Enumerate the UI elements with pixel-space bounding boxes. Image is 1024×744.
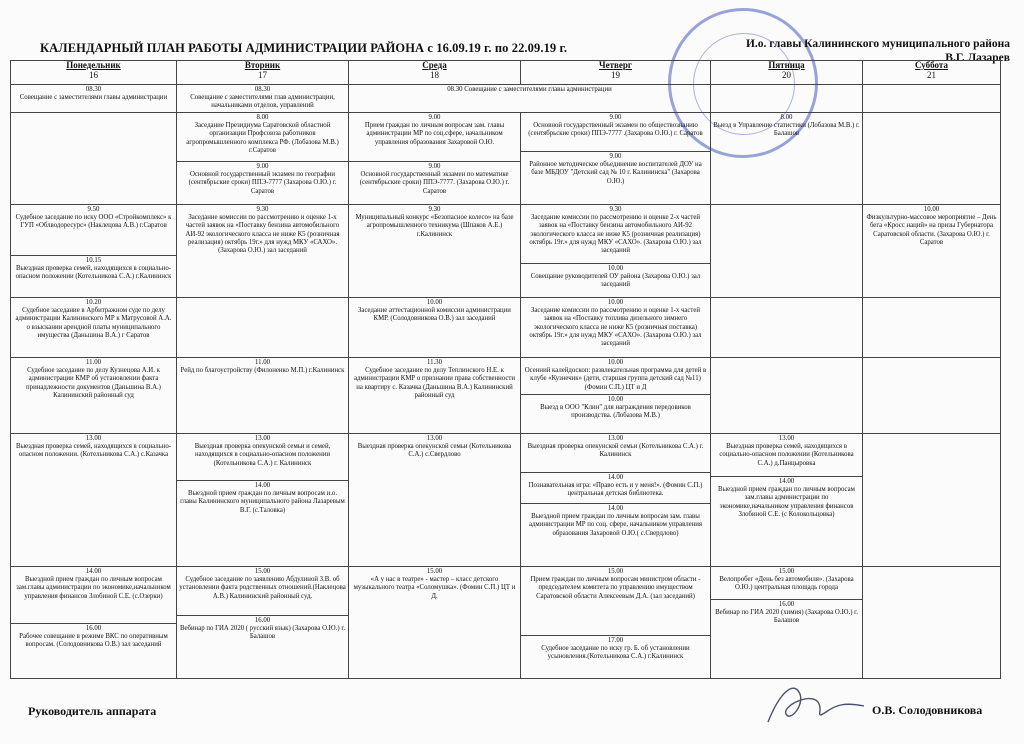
- event-cell: [711, 298, 863, 358]
- schedule-row: [11, 298, 1001, 358]
- schedule-row: [11, 567, 1001, 679]
- schedule-row: [11, 85, 1001, 113]
- event-cell: 11.30 Судебное заседание по делу Теплинского Н.Е. к администрации КМР о признании права собственности на квартиру с. Казачка (Даньшина В.А.) Калининский районный суд: [349, 358, 521, 434]
- schedule-row: [11, 434, 1001, 567]
- event-cell: 13.00 Выездная проверка опекунской семьи (Котельникова С.А.) с.Свердлово: [349, 434, 521, 567]
- day-header-wednesday: Среда 18: [349, 61, 521, 85]
- approval-position: И.о. главы Калининского муниципального района: [745, 38, 1010, 50]
- schedule-row: [11, 358, 1001, 434]
- event-cell: 11.00 Рейд по благоустройству (Филоненко М.П.) г.Калининск: [177, 358, 349, 434]
- signature: [760, 672, 870, 732]
- event-cell: 9.30 Заседание комиссии по рассмотрению и оценке 2-х частей заявок на «Поставку бензина автомобильного АИ-92 экологического класса не ниже К5 (розничная реализация) октябрь 19г.» для нужд МКУ «САХО». (Захарова О.Ю.) зал заседаний 10.00 Совещание руководителей ОУ района (Захарова О.Ю.) зал заседаний: [521, 205, 711, 298]
- event-cell: 15.00 Судебное заседание по заявлению Абдулиной З.В. об установлении факта родственных отношений.(Наклецова А.В.) Калининский районный суд. 16.00 Вебинар по ГИА 2020 ( русский язык) (Захарова О.Ю.) г. Балашов: [177, 567, 349, 679]
- event-cell: [863, 85, 1001, 113]
- day-header-saturday: Суббота 21: [863, 61, 1001, 85]
- event-cell: 10.00 Заседание аттестационной комиссии администрации КМР. (Солодовникова О.В.) зал заседаний: [349, 298, 521, 358]
- event-cell: 8.00 Заседание Президиума Саратовской областной организации Профсоюза работников агропромышленного комплекса РФ. (Лобазова М.В.) г.Саратов 9.00 Основной государственный экзамен по географии (сентябрьские сроки) ППЭ-7777 (Захарова О.Ю.) г. Саратов: [177, 113, 349, 205]
- event-cell: 08.30 Совещание с заместителями главы администрации: [349, 85, 711, 113]
- event-cell: 13.00 Выездная проверка семей, находящихся в социально-опасном положении (Котельникова С.А.) д.Панцыровка 14.00 Выездной прием граждан по личным вопросам зам.главы администрации по экономике,начальником управления финансов Злобиной С.Е. (с Колокольцовка): [711, 434, 863, 567]
- approval-name: В.Г. Лазарев: [945, 52, 1010, 64]
- event-cell: 08.30 Совещание с заместителями главы администрации: [11, 85, 177, 113]
- event-cell: [863, 434, 1001, 567]
- event-cell: 15.00 Прием граждан по личным вопросам министром области - председателем комитета по управлению имуществом Саратовской области Алексеевым Д.А. (зал заседаний) 17.00 Судебное заседание по иску гр. Б. об установлении усыновления.(Котельникова С.А.) г.Калининск: [521, 567, 711, 679]
- event-cell: [177, 298, 349, 358]
- event-cell: 10.00 Заседание комиссии по рассмотрению и оценке 1-х частей заявок на «Поставку топлива дизельного зимнего экологического класса не ниже К5 (розничная поставка) октябрь 19г.» для нужд МКУ «САХО». (Захарова О.Ю.) зал заседаний: [521, 298, 711, 358]
- day-header-row: [11, 61, 1001, 85]
- event-cell: 15.00 Велопробег «День без автомобиля». (Захарова О.Ю.) центральная площадь города 16.00 Вебинар по ГИА 2020 (химия) (Захарова О.Ю.) г. Балашов: [711, 567, 863, 679]
- event-cell: [711, 358, 863, 434]
- event-cell: 9.00 Основной государственный экзамен по обществознанию (сентябрьские сроки) ППЭ-7777 .(Захарова О.Ю.) г. Саратов 9.00 Районное методическое объединение воспитателей ДОУ на базе МБДОУ "Детский сад № 10 г. Калининска" (Захарова О.Ю.): [521, 113, 711, 205]
- event-cell: 08.30 Совещание с заместителями глав администрации, начальниками отделов, управлений: [177, 85, 349, 113]
- day-header-thursday: Четверг 19: [521, 61, 711, 85]
- event-cell: 11.00 Судебное заседание по делу Кузнецова А.И. к администрации КМР об установлении факта принадлежности документов (Даньшина В.А.) Калининский районный суд: [11, 358, 177, 434]
- schedule-row: [11, 205, 1001, 298]
- event-cell: [863, 567, 1001, 679]
- event-cell: [11, 113, 177, 205]
- day-header-friday: Пятница 20: [711, 61, 863, 85]
- event-cell: 15.00 «А у нас в театре» - мастер – класс детского музыкального театра «Соломушка». (Фомин С.П.) ЦТ и Д.: [349, 567, 521, 679]
- event-cell: [863, 113, 1001, 205]
- schedule-table: [10, 60, 1001, 679]
- event-cell: 13.00 Выездная проверка опекунской семьи и семей, находящихся в социально-опасном положении (Котельникова С.А.) г. Калининск 14.00 Выездной прием граждан по личным вопросам и.о. главы Калининского муниципального района Лазаревым В.Г. (с.Таловка): [177, 434, 349, 567]
- event-cell: 13.00 Выездная проверка опекунской семьи (Котельникова С.А.) г. Калининск 14.00 Познавательная игра: «Право есть и у меня!». (Фомин С.П.) центральная детская библиотека. 14.00 Выездной прием граждан по личным вопросам зам. главы администрации МР по соц. сфере, начальником управления образования Захаровой О.Ю.( с.Свердлово): [521, 434, 711, 567]
- event-cell: 9.30 Муниципальный конкурс «Безопасное колесо» на базе агропромышленного техникума (Шпаков А.Е.) г.Калининск: [349, 205, 521, 298]
- event-cell: 14.00 Выездной прием граждан по личным вопросам зам.главы администрации по экономике,начальником управления финансов Злобиной С.Е. (с.Озерки) 16.00 Рабочее совещание в режиме ВКС по оперативным вопросам. (Солодовникова О.В.) зал заседаний: [11, 567, 177, 679]
- day-header-tuesday: Вторник 17: [177, 61, 349, 85]
- page-title: КАЛЕНДАРНЫЙ ПЛАН РАБОТЫ АДМИНИСТРАЦИИ РАЙОНА с 16.09.19 г. по 22.09.19 г.: [40, 41, 568, 55]
- event-cell: 10.00 Физкультурно-массовое мероприятие – День бега «Кросс наций» на призы Губернатора Саратовской области. (Захарова О.Ю.) г. Саратов: [863, 205, 1001, 298]
- schedule-row: [11, 113, 1001, 205]
- event-cell: [711, 85, 863, 113]
- footer-name: О.В. Солодовникова: [872, 703, 983, 717]
- event-cell: 13.00 Выездная проверка семей, находящихся в социально-опасном положении. (Котельникова С.А.) с.Казачка: [11, 434, 177, 567]
- footer-position: Руководитель аппарата: [28, 704, 157, 718]
- event-cell: 9.00 Прием граждан по личным вопросам зам. главы администрации МР по соц.сфере, начальником управления образования Захаровой О.Ю. 9.00 Основной государственный экзамен по математике (сентябрьские сроки) ППЭ-7777. (Захарова О.Ю.) г. Саратов: [349, 113, 521, 205]
- event-cell: [863, 358, 1001, 434]
- event-cell: [711, 205, 863, 298]
- event-cell: 9.50 Судебное заседание по иску ООО «Стройкомплекс» к ГУП «Облводоресурс» (Наклецова А.В.) г.Саратов 10.15 Выездная проверка семей, находящихся в социально-опасном положении (Котельникова С.А.) г.Калининск: [11, 205, 177, 298]
- event-cell: [863, 298, 1001, 358]
- event-cell: 8.00 Выезд в Управление статистики (Лобазова М.В.) г. Балашов: [711, 113, 863, 205]
- event-cell: 10.20 Судебное заседание в Арбитражном суде по делу администрации Калининского МР к Матрусовой А.А. о взыскании арендной платы муниципального имущества (Даньшина В.А.) г Саратов: [11, 298, 177, 358]
- event-cell: 9.30 Заседание комиссии по рассмотрению и оценке 1-х частей заявок на «Поставку бензина автомобильного АИ-92 экологического класса не ниже К5 (розничная реализация) октябрь 19г.» для нужд МКУ «САХО». (Захарова О.Ю.) зал заседаний: [177, 205, 349, 298]
- event-cell: 10.00 Осенний калейдоскоп: развлекательная программа для детей в клубе «Кузнечик» (дети, старшая группа детский сад №11) (Фомин С.П.) ЦТ и Д 10.00 Выезд в ООО "Клин" для награждения передовиков производства. (Лобазова М.В.): [521, 358, 711, 434]
- day-header-monday: Понедельник 16: [11, 61, 177, 85]
